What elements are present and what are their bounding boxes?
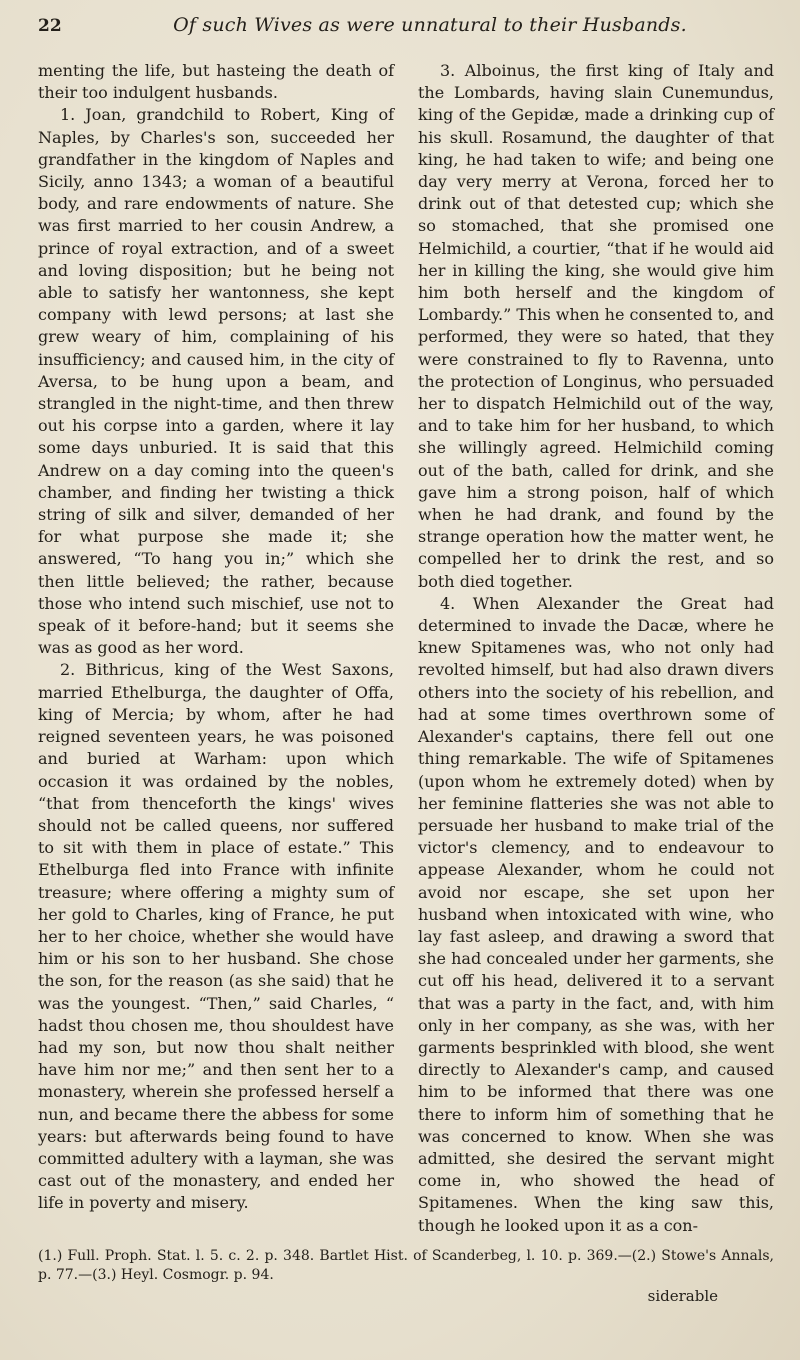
paragraph: 4. When Alexander the Great had determined to invade the Dacæ, where he knew Spitamenes was, who not only had revolted himself, but had also drawn divers others into the society of his rebellion, and had at some times overthrown some of Alexander's captains, there fell out one thing remarkable. The wife of Spitamenes (upon whom he extremely doted) when by her feminine flatteries she was not able to persuade her husband to make trial of the victor's clemency, and to endeavour to appease Alexander, whom he could not avoid nor escape, she set upon her husband when intoxicated with wine, who lay fast asleep, and drawing a sword that she had concealed under her garments, she cut off his head, delivered it to a servant that was a party in the fact, and, with him only in her company, as she was, with her garments besprinkled with blood, she went directly to Alexander's camp, and caused him to be informed that there was one there to inform him of something that he was concerned to know. When she was admitted, she desired the servant might come in, who showed the head of Spitamenes. When the king saw this, though he looked upon it as a con- xyxy=(418,593,774,1235)
left-column xyxy=(38,60,394,1237)
page-header xyxy=(38,14,774,50)
footnotes: (1.) Full. Proph. Stat. l. 5. c. 2. p. 348. Bartlet Hist. of Scanderbeg, l. 10. p. 369.—(2.) Stowe's Annals, p. 77.—(3.) Heyl. Cosmogr. p. 94. xyxy=(38,1247,774,1283)
running-head: Of such Wives as were unnatural to their Husbands. xyxy=(173,14,687,36)
catchword: siderable xyxy=(647,1286,718,1305)
paragraph: 2. Bithricus, king of the West Saxons, married Ethelburga, the daughter of Offa, king of Mercia; by whom, after he had reigned seventeen years, he was poisoned and buried at Warham: upon which occasion it was ordained by the nobles, “that from thenceforth the kings' wives should not be called queens, nor suffered to sit with them in place of estate.” This Ethelburga fled into France with infinite treasure; where offering a mighty sum of her gold to Charles, king of France, he put her to her choice, whether she would have him or his son to her husband. She chose the son, for the reason (as she said) that he was the youngest. “Then,” said Charles, “ hadst thou chosen me, thou shouldest have had my son, but now thou shalt neither have him nor me;” and then sent her to a monastery, wherein she professed herself a nun, and became there the abbess for some years: but afterwards being found to have committed adultery with a layman, she was cast out of the monastery, and ended her life in poverty and misery. xyxy=(38,660,394,1213)
paragraph: 1. Joan, grandchild to Robert, King of Naples, by Charles's son, succeeded her grandfather in the kingdom of Naples and Sicily, anno 1343; a woman of a beautiful body, and rare endowments of nature. She was first married to her cousin Andrew, a prince of royal extraction, and of a sweet and loving disposition; but he being not able to satisfy her wantonness, she kept company with lewd persons; at last she grew weary of him, complaining of his insufficiency; and caused him, in the city of Aversa, to be hung upon a beam, and strangled in the night-time, and then threw out his corpse into a garden, where it lay some days unburied. It is said that this Andrew on a day coming into the queen's chamber, and finding her twisting a thick string of silk and silver, demanded of her for what purpose she made it; she answered, “To hang you in;” which she then little believed; the rather, because those who intend such mischief, use not to speak of it before-hand; but it seems she was as good as her word. xyxy=(38,105,394,658)
right-column xyxy=(418,60,774,1237)
page-number: 22 xyxy=(38,16,62,36)
text-columns xyxy=(38,60,774,1237)
paragraph: menting the life, but hasteing the death of their too indulgent husbands. xyxy=(38,61,394,103)
paragraph: 3. Alboinus, the first king of Italy and the Lombards, having slain Cunemundus, king of the Gepidæ, made a drinking cup of his skull. Rosamund, the daughter of that king, he had taken to wife; and being one day very merry at Verona, forced her to drink out of that detested cup; which she so stomached, that she promised one Helmichild, a courtier, “that if he would aid her in killing the king, she would give him him both herself and the kingdom of Lombardy.” This when he consented to, and performed, they were so hated, that they were constrained to fly to Ravenna, unto the protection of Longinus, who persuaded her to dispatch Helmichild out of the way, and to take him for her husband, to which she willingly agreed. Helmichild coming out of the bath, called for drink, and she gave him a strong poison, half of which when he had drank, and found by the strange operation how the matter went, he compelled her to drink the rest, and so both died together. xyxy=(418,61,774,591)
